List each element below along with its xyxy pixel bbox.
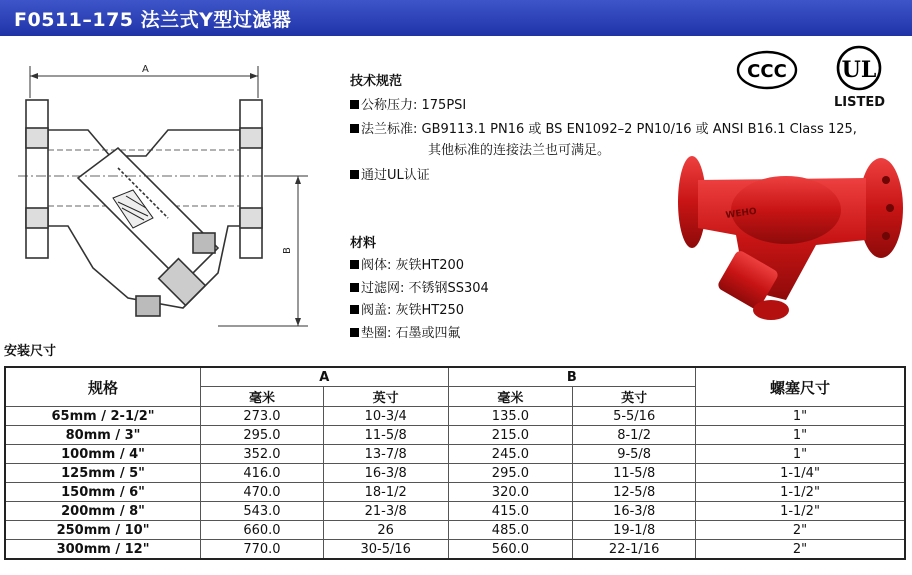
- bullet-square-icon: [350, 100, 359, 109]
- cell-b-inch: 8-1/2: [573, 426, 696, 445]
- cell-b-inch: 9-5/8: [573, 445, 696, 464]
- ul-listed-text: LISTED: [834, 95, 886, 110]
- table-row: [5, 464, 905, 483]
- cell-b-inch: 16-3/8: [573, 502, 696, 521]
- bullet-square-icon: [350, 124, 359, 133]
- cell-a-mm: 470.0: [201, 483, 324, 502]
- cell-a-inch: 30-5/16: [323, 540, 448, 560]
- bullet-square-icon: [350, 328, 359, 337]
- table-row: [5, 521, 905, 540]
- cell-plug: 1-1/2": [696, 483, 906, 502]
- cell-spec: 250mm / 10": [5, 521, 201, 540]
- cell-plug: 2": [696, 540, 906, 560]
- cell-plug: 1": [696, 407, 906, 426]
- cell-a-mm: 273.0: [201, 407, 324, 426]
- cell-b-mm: 415.0: [448, 502, 573, 521]
- dimensions-body: [5, 407, 905, 560]
- cell-spec: 150mm / 6": [5, 483, 201, 502]
- cell-a-mm: 770.0: [201, 540, 324, 560]
- cell-spec: 200mm / 8": [5, 502, 201, 521]
- cell-plug: 2": [696, 521, 906, 540]
- header-b-inch: 英寸: [573, 387, 696, 407]
- page-title: F0511–175 法兰式Y型过滤器: [14, 9, 292, 31]
- materials-heading: 材料: [350, 236, 377, 251]
- cell-b-mm: 215.0: [448, 426, 573, 445]
- cell-a-inch: 18-1/2: [323, 483, 448, 502]
- install-dimensions-label: 安装尺寸: [4, 344, 57, 359]
- table-row: [5, 407, 905, 426]
- cell-b-inch: 5-5/16: [573, 407, 696, 426]
- material-line-gasket: 垫圈: 石墨或四氟: [350, 322, 461, 341]
- cell-b-mm: 295.0: [448, 464, 573, 483]
- tech-spec-heading: 技术规范: [350, 74, 403, 89]
- cell-spec: 65mm / 2-1/2": [5, 407, 201, 426]
- ccc-logo: [736, 50, 798, 90]
- svg-text:WEHO: WEHO: [725, 206, 758, 221]
- cell-spec: 125mm / 5": [5, 464, 201, 483]
- cell-b-mm: 245.0: [448, 445, 573, 464]
- spec-line-flange: 法兰标准: GB9113.1 PN16 或 BS EN1092–2 PN10/16 或 ANSI B16.1 Class 125,: [350, 118, 857, 137]
- cell-a-inch: 11-5/8: [323, 426, 448, 445]
- cell-a-mm: 295.0: [201, 426, 324, 445]
- bullet-square-icon: [350, 260, 359, 269]
- header-a: A: [201, 367, 448, 387]
- cell-a-inch: 26: [323, 521, 448, 540]
- cell-a-mm: 543.0: [201, 502, 324, 521]
- cell-a-mm: 352.0: [201, 445, 324, 464]
- cell-plug: 1-1/4": [696, 464, 906, 483]
- material-line-bonnet: 阀盖: 灰铁HT250: [350, 299, 464, 318]
- material-line-body: 阀体: 灰铁HT200: [350, 254, 464, 273]
- material-line-screen: 过滤网: 不锈钢SS304: [350, 277, 489, 296]
- bullet-square-icon: [350, 283, 359, 292]
- spec-line-ul: 通过UL认证: [350, 164, 430, 183]
- cell-spec: 300mm / 12": [5, 540, 201, 560]
- cell-b-mm: 560.0: [448, 540, 573, 560]
- cell-plug: 1": [696, 445, 906, 464]
- table-row: [5, 483, 905, 502]
- header-a-inch: 英寸: [323, 387, 448, 407]
- cell-b-inch: 22-1/16: [573, 540, 696, 560]
- title-bar: [0, 0, 912, 36]
- bullet-square-icon: [350, 170, 359, 179]
- valve-product-image: [676, 150, 908, 330]
- cell-a-inch: 13-7/8: [323, 445, 448, 464]
- dimension-a-label: A: [142, 64, 149, 75]
- install-dimensions-table: [4, 366, 906, 560]
- spec-line-pressure: 公称压力: 175PSI: [350, 94, 466, 113]
- dimension-b-label: B: [282, 247, 293, 254]
- cell-b-inch: 11-5/8: [573, 464, 696, 483]
- svg-text:UL: UL: [841, 57, 877, 83]
- cell-plug: 1": [696, 426, 906, 445]
- cell-spec: 100mm / 4": [5, 445, 201, 464]
- svg-text:CCC: CCC: [747, 61, 787, 82]
- spec-line-flange-cont: 其他标准的连接法兰也可满足。: [428, 143, 611, 158]
- cell-a-inch: 21-3/8: [323, 502, 448, 521]
- cell-a-inch: 10-3/4: [323, 407, 448, 426]
- header-b: B: [448, 367, 695, 387]
- cell-b-mm: 485.0: [448, 521, 573, 540]
- cell-b-mm: 320.0: [448, 483, 573, 502]
- cell-a-mm: 416.0: [201, 464, 324, 483]
- header-spec: 规格: [5, 367, 201, 407]
- cell-plug: 1-1/2": [696, 502, 906, 521]
- table-row: [5, 502, 905, 521]
- header-b-mm: 毫米: [448, 387, 573, 407]
- cell-spec: 80mm / 3": [5, 426, 201, 445]
- cell-b-inch: 12-5/8: [573, 483, 696, 502]
- table-row: [5, 426, 905, 445]
- cell-b-inch: 19-1/8: [573, 521, 696, 540]
- header-a-mm: 毫米: [201, 387, 324, 407]
- header-plug-size: 螺塞尺寸: [696, 367, 906, 407]
- cell-a-mm: 660.0: [201, 521, 324, 540]
- technical-drawing: [18, 58, 318, 338]
- bullet-square-icon: [350, 305, 359, 314]
- table-row: [5, 445, 905, 464]
- table-row: [5, 540, 905, 560]
- cell-b-mm: 135.0: [448, 407, 573, 426]
- cell-a-inch: 16-3/8: [323, 464, 448, 483]
